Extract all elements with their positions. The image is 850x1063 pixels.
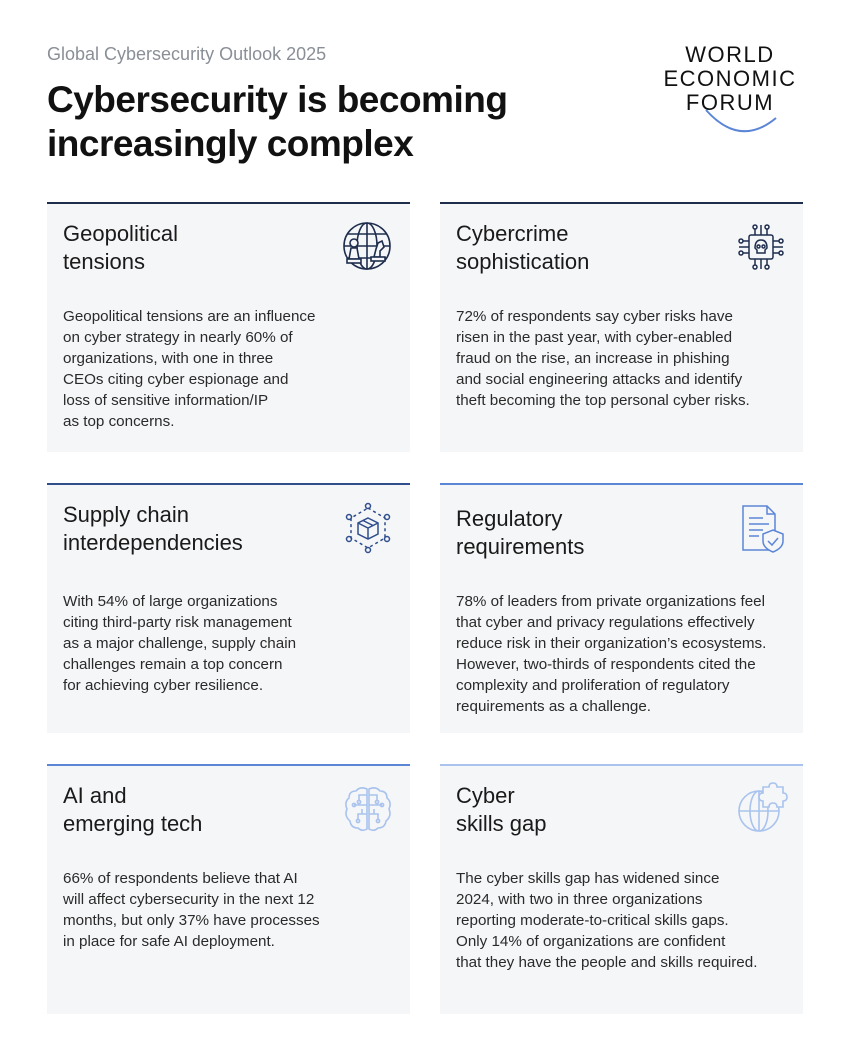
card-body-line: 66% of respondents believe that AI	[63, 870, 298, 887]
document-shield-icon	[733, 500, 789, 556]
card-title	[456, 782, 546, 838]
card-title	[456, 505, 584, 561]
card-body-line: CEOs citing cyber espionage and	[63, 371, 289, 388]
card-accent-bar	[47, 202, 410, 204]
package-network-icon	[340, 500, 396, 556]
card-body-line: reduce risk in their organization’s ecosystems.	[456, 635, 767, 652]
card-accent-bar	[440, 202, 803, 204]
card-body-line: With 54% of large organizations	[63, 593, 278, 610]
card-body-line: 2024, with two in three organizations	[456, 891, 703, 908]
card-accent-bar	[47, 764, 410, 766]
logo-arc-icon	[700, 102, 780, 138]
card-title-line-1: Geopolitical	[63, 221, 178, 246]
card-accent-bar	[440, 764, 803, 766]
page-title-line-1: Cybersecurity is becoming	[47, 79, 508, 120]
card-body-line: that they have the people and skills required.	[456, 954, 758, 971]
logo-line-forum: FORUM	[685, 90, 775, 115]
card-cybercrime-sophistication	[440, 202, 803, 452]
card-title	[456, 220, 589, 276]
card-body-line: loss of sensitive information/IP	[63, 392, 269, 409]
card-body-line: as a major challenge, supply chain	[63, 635, 297, 652]
card-title-line-1: Supply chain	[63, 502, 189, 527]
card-cyber-skills-gap	[440, 764, 803, 1014]
card-body	[456, 868, 791, 973]
page-title-line-2: increasingly complex	[47, 123, 414, 164]
card-body-line: theft becoming the top personal cyber risks.	[456, 392, 750, 409]
card-title-line-2: sophistication	[456, 249, 590, 274]
card-title-line-1: Regulatory	[456, 506, 563, 531]
card-ai-emerging-tech	[47, 764, 410, 1014]
card-title	[63, 220, 178, 276]
card-body-line: in place for safe AI deployment.	[63, 933, 275, 950]
card-body-line: challenges remain a top concern	[63, 656, 283, 673]
card-body-line: will affect cybersecurity in the next 12	[63, 891, 315, 908]
card-body	[63, 868, 398, 952]
card-body	[63, 306, 398, 432]
card-body-line: 72% of respondents say cyber risks have	[456, 308, 733, 325]
card-body-line: The cyber skills gap has widened since	[456, 870, 720, 887]
card-body-line: as top concerns.	[63, 413, 175, 430]
puzzle-globe-icon	[733, 781, 789, 837]
card-title-line-2: interdependencies	[63, 530, 243, 555]
logo-line-world: WORLD	[685, 42, 775, 67]
card-body-line: Geopolitical tensions are an influence	[63, 308, 316, 325]
card-body-line: However, two-thirds of respondents cited the	[456, 656, 756, 673]
card-title-line-1: AI and	[63, 783, 127, 808]
card-body	[63, 591, 398, 696]
card-body-line: citing third-party risk management	[63, 614, 292, 631]
card-body-line: organizations, with one in three	[63, 350, 274, 367]
card-title-line-2: emerging tech	[63, 811, 203, 836]
card-body-line: on cyber strategy in nearly 60% of	[63, 329, 293, 346]
page-title	[47, 78, 507, 166]
card-title-line-2: tensions	[63, 249, 145, 274]
card-body-line: risen in the past year, with cyber-enabled	[456, 329, 733, 346]
card-body-line: complexity and proliferation of regulatory	[456, 677, 730, 694]
card-body-line: months, but only 37% have processes	[63, 912, 320, 929]
card-body-line: for achieving cyber resilience.	[63, 677, 264, 694]
card-accent-bar	[47, 483, 410, 485]
card-title	[63, 501, 243, 557]
card-accent-bar	[440, 483, 803, 485]
logo-line-economic: ECONOMIC	[663, 66, 797, 91]
card-body	[456, 306, 791, 411]
card-body-line: Only 14% of organizations are confident	[456, 933, 726, 950]
card-supply-chain	[47, 483, 410, 733]
card-body-line: 78% of leaders from private organizations feel	[456, 593, 765, 610]
card-title-line-2: requirements	[456, 534, 585, 559]
brain-circuit-icon	[340, 781, 396, 837]
card-title-line-1: Cybercrime	[456, 221, 569, 246]
globe-chess-icon	[340, 219, 396, 275]
card-title-line-1: Cyber	[456, 783, 515, 808]
skull-chip-icon	[733, 219, 789, 275]
card-title	[63, 782, 202, 838]
card-title-line-2: skills gap	[456, 811, 547, 836]
card-body-line: requirements as a challenge.	[456, 698, 652, 715]
card-body-line: that cyber and privacy regulations effectively	[456, 614, 755, 631]
report-subtitle: Global Cybersecurity Outlook 2025	[47, 44, 327, 64]
card-body-line: fraud on the rise, an increase in phishing	[456, 350, 730, 367]
wef-logo	[650, 42, 810, 137]
card-regulatory-requirements	[440, 483, 803, 733]
card-body	[456, 591, 791, 717]
card-body-line: reporting moderate-to-critical skills gaps.	[456, 912, 729, 929]
card-body-line: and social engineering attacks and identify	[456, 371, 743, 388]
card-geopolitical-tensions	[47, 202, 410, 452]
